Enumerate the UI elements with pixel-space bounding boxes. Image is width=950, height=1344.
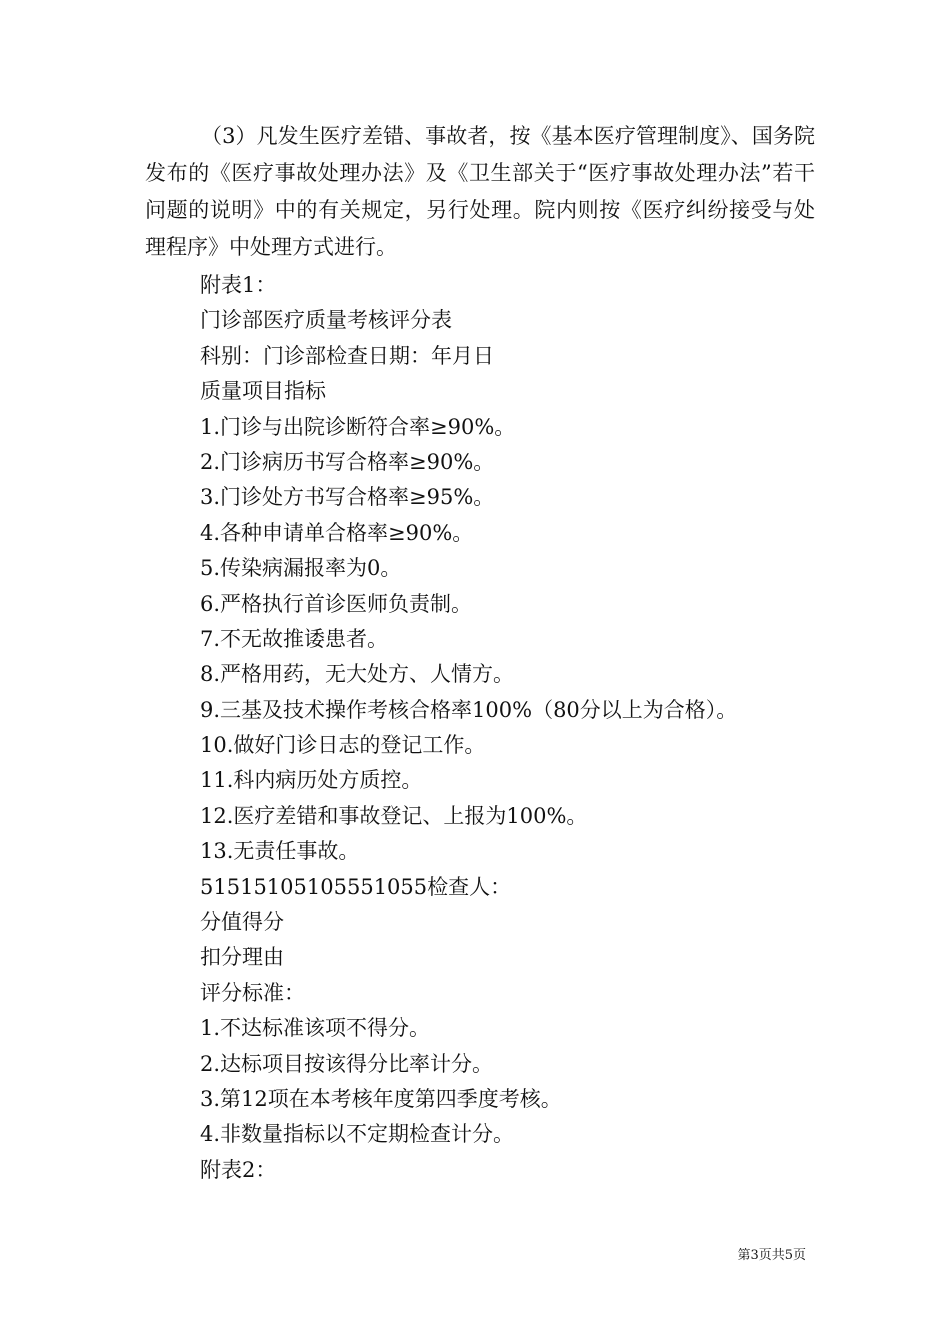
document-line: 7.不无故推诿患者。 [200,626,389,651]
document-line: 8.严格用药，无大处方、人情方。 [200,662,515,687]
page-number: 第3页共5页 [737,1248,806,1263]
document-line: 质量项目指标 [200,379,326,404]
document-line: 4.各种申请单合格率≥90%。 [200,520,474,545]
document-line: 附表2： [200,1157,277,1182]
document-line: 51515105105551055检查人： [200,874,512,899]
document-line: 13.无责任事故。 [200,839,360,864]
document-line: 3.门诊处方书写合格率≥95%。 [200,485,495,510]
document-line: 附表1： [200,273,277,297]
document-line: 科别：门诊部检查日期：年月日 [200,343,494,368]
document-line: 2.达标项目按该得分比率计分。 [200,1051,494,1076]
document-line: 10.做好门诊日志的登记工作。 [200,733,486,758]
document-line: 5.传染病漏报率为0。 [200,556,402,581]
document-line: 扣分理由 [200,945,284,970]
document-lines [200,268,840,1188]
document-line: 评分标准： [200,980,305,1005]
document-line: 1.门诊与出院诊断符合率≥90%。 [200,414,516,439]
body-paragraph: （3）凡发生医疗差错、事故者，按《基本医疗管理制度》、国务院发布的《医疗事故处理办法》及《卫生部关于“医疗事故处理办法”若干问题的说明》中的有关规定，另行处理。院内则按《医疗纠纷接受与处理程序》中处理方式进行。 [145,124,815,259]
document-line: 11.科内病历处方质控。 [200,768,423,793]
document-line: 分值得分 [200,910,284,935]
document-line: 12.医疗差错和事故登记、上报为100%。 [200,803,588,828]
document-line: 4.非数量指标以不定期检查计分。 [200,1122,515,1147]
document-line: 6.严格执行首诊医师负责制。 [200,591,473,616]
document-line: 9.三基及技术操作考核合格率100%（80分以上为合格）。 [200,697,738,722]
document-line: 1.不达标准该项不得分。 [200,1016,431,1041]
document-line: 2.门诊病历书写合格率≥90%。 [200,449,495,474]
document-line: 3.第12项在本考核年度第四季度考核。 [200,1086,562,1111]
document-line: 门诊部医疗质量考核评分表 [200,308,452,333]
